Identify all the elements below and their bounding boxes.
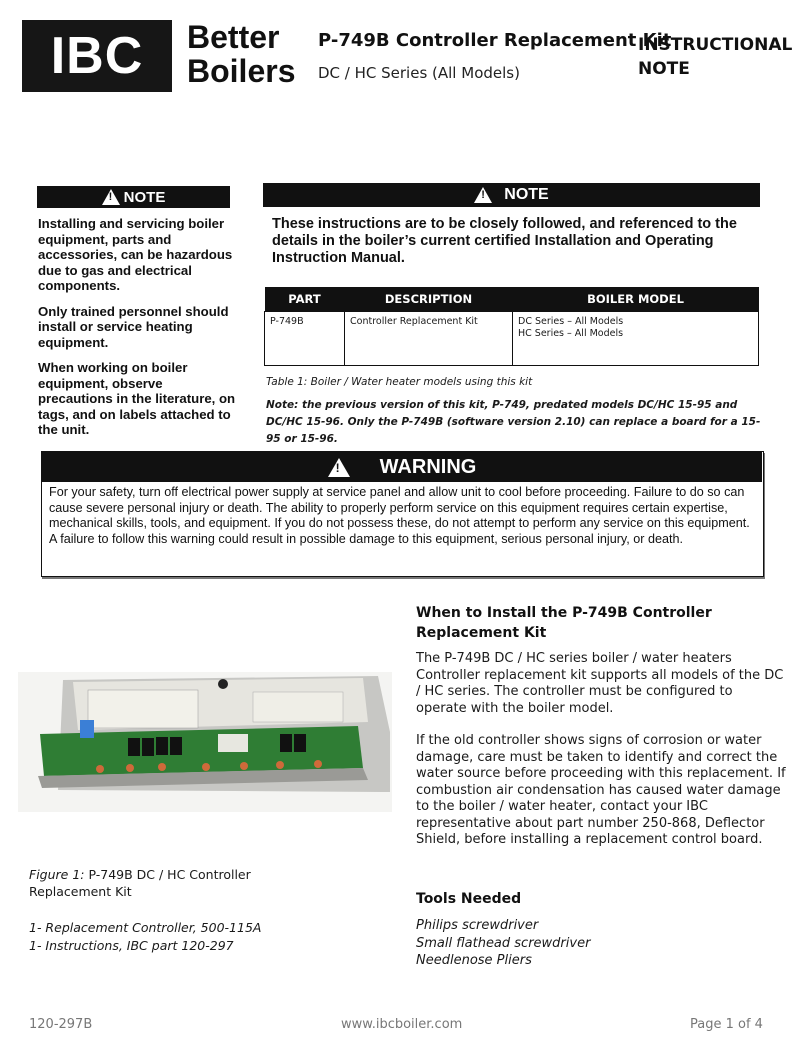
doc-type-line-2: NOTE [638, 59, 690, 79]
install-paragraph-2: If the old controller shows signs of corrosion or water damage, care must be taken to identify and correct the water source before proceeding with this replacement. If combustion air condensation has caused water damage to the boiler / water heater, contact your IBC representative about part number 250-868, Deflector Shield, before installing a replacement control board. [416, 733, 786, 847]
tools-title: Tools Needed [416, 891, 522, 907]
warning-triangle-icon [102, 189, 120, 205]
list-item: Needlenose Pliers [416, 953, 532, 968]
parts-table [264, 287, 759, 366]
right-note-label: NOTE [504, 186, 549, 203]
warning-label: WARNING [379, 455, 477, 478]
ibc-logo [22, 20, 172, 92]
document-type [638, 33, 792, 81]
figure-caption [29, 866, 269, 900]
table-header-row [265, 287, 759, 312]
cell-description: Controller Replacement Kit [345, 312, 513, 366]
footer-page-number: Page 1 of 4 [690, 1017, 763, 1032]
brand-line-2: Boilers [187, 53, 296, 89]
left-note-body [38, 216, 238, 448]
doc-type-line-1: INSTRUCTIONAL [638, 35, 793, 55]
document-subtitle: DC / HC Series (All Models) [318, 64, 520, 82]
right-note-header [263, 183, 760, 207]
brand-line-1: Better [187, 19, 280, 55]
model-line: DC Series – All Models [518, 316, 624, 327]
tools-list [416, 917, 590, 970]
figure-caption-label: Figure 1: [29, 867, 85, 882]
column-header-boiler-model: BOILER MODEL [513, 287, 759, 312]
install-section-title: When to Install the P-749B Controller Replacement Kit [416, 605, 712, 641]
table-row [265, 312, 759, 366]
left-note-header [37, 186, 230, 208]
controller-board-illustration [18, 672, 392, 812]
list-item: 1- Replacement Controller, 500-115A [29, 920, 262, 935]
kit-contents-list [29, 919, 261, 954]
right-note-text: These instructions are to be closely followed, and referenced to the details in the boiler’s current certified Installation and Operating Instruction Manual. [272, 216, 737, 266]
document-title: P-749B Controller Replacement Kit [318, 30, 672, 51]
list-item: 1- Instructions, IBC part 120-297 [29, 937, 234, 953]
column-header-part: PART [265, 287, 345, 312]
column-header-description: DESCRIPTION [345, 287, 513, 312]
brand-name [187, 20, 295, 88]
list-item: Small flathead screwdriver [416, 935, 591, 951]
list-item: Philips screwdriver [416, 918, 539, 933]
figure-caption-text: P-749B DC / HC Controller Replacement Kit [29, 867, 251, 899]
logo-text: IBC [50, 27, 144, 85]
controller-photo [18, 672, 392, 812]
left-note-paragraph: Installing and servicing boiler equipment, parts and accessories, can be hazardous due to gas and electrical components. [38, 216, 233, 293]
warning-triangle-icon [474, 187, 492, 203]
cell-boiler-model [513, 312, 759, 366]
version-note: Note: the previous version of this kit, P-749, predated models DC/HC 15-95 and DC/HC 15-96. Only the P-749B (software version 2.10) can replace a board for a 15-95 or 15-96. [266, 399, 761, 445]
warning-header [42, 452, 762, 482]
cell-part: P-749B [265, 312, 345, 366]
install-paragraph-1: The P-749B DC / HC series boiler / water heaters Controller replacement kit supports all models of the DC / HC series. The controller must be configured to operate with the boiler model. [416, 651, 784, 716]
footer-doc-number: 120-297B [29, 1017, 93, 1032]
warning-text: For your safety, turn off electrical power supply at service panel and allow unit to cool before proceeding. Failure to do so can cause severe personal injury or death. The ability to properly perform service on this equipment requires certain expertise, mechanical skills, tools, and equipment. If you do not possess these, do not attempt to perform any service on this equipment. A failure to follow this warning could result in possible damage to this equipment, serious personal injury, or death. [49, 485, 750, 546]
footer-website-link[interactable]: www.ibcboiler.com [341, 1017, 463, 1032]
left-note-paragraph: Only trained personnel should install or service heating equipment. [38, 303, 229, 350]
left-note-paragraph: When working on boiler equipment, observe precautions in the literature, on tags, and on labels attached to the unit. [38, 360, 236, 437]
warning-triangle-icon [328, 458, 350, 477]
table-caption: Table 1: Boiler / Water heater models using this kit [266, 376, 533, 388]
left-note-label: NOTE [123, 188, 166, 206]
model-line: HC Series – All Models [518, 328, 624, 339]
